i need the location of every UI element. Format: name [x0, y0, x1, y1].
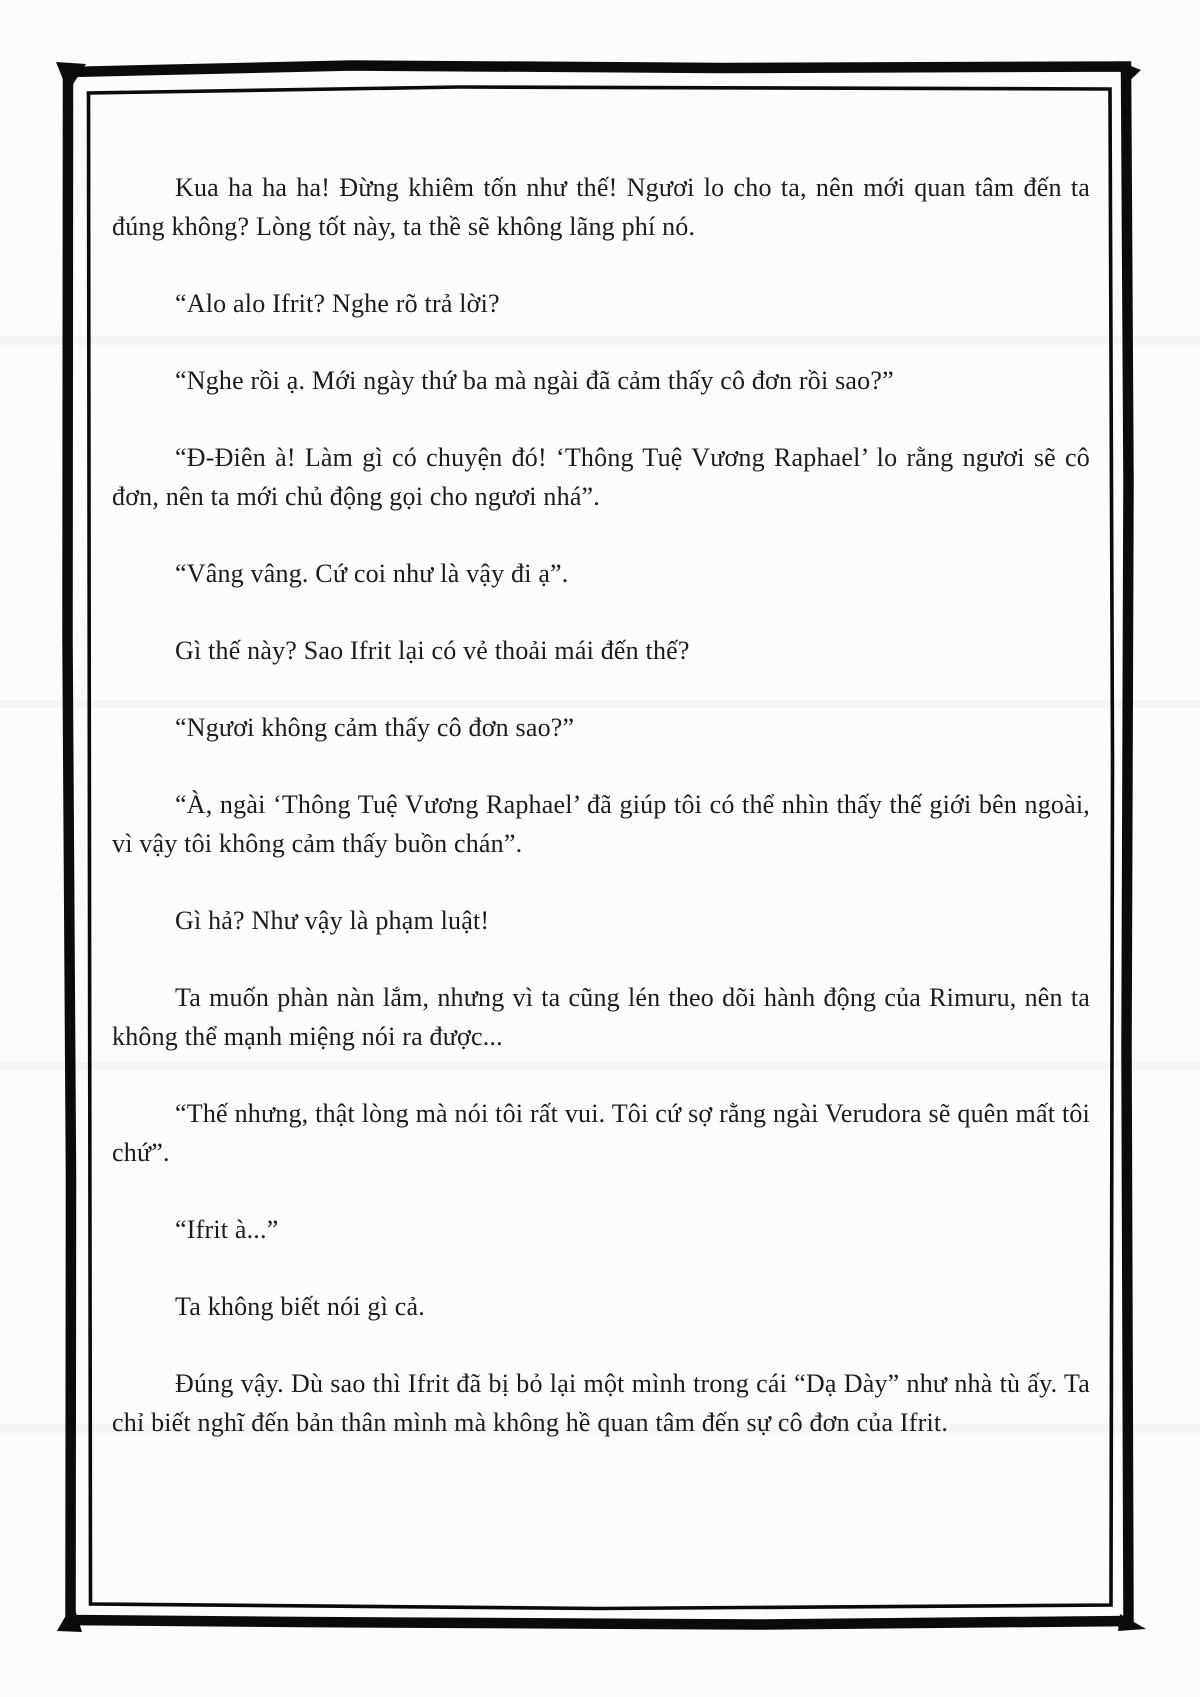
paragraph: Gì hả? Như vậy là phạm luật!: [175, 906, 490, 935]
paragraph: “Vâng vâng. Cứ coi như là vậy đi ạ”.: [175, 559, 569, 588]
paragraph: “Ngươi không cảm thấy cô đơn sao?”: [175, 713, 575, 742]
paragraph: “Alo alo Ifrit? Nghe rõ trả lời?: [175, 289, 500, 318]
page-text-content: [112, 168, 1090, 1442]
paragraph: “Thế nhưng, thật lòng mà nói tôi rất vui. Tôi cứ sợ rằng ngài Verudora sẽ quên mất tôi chứ”.: [112, 1099, 1090, 1167]
paragraph: “Ifrit à...”: [175, 1215, 279, 1244]
paragraph: “À, ngài ‘Thông Tuệ Vương Raphael’ đã giúp tôi có thể nhìn thấy thế giới bên ngoài, vì vậy tôi không cảm thấy buồn chán”.: [112, 790, 1090, 858]
paragraph: “Đ-Điên à! Làm gì có chuyện đó! ‘Thông Tuệ Vương Raphael’ lo rằng ngươi sẽ cô đơn, nên ta mới chủ động gọi cho ngươi nhá”.: [112, 443, 1090, 511]
paragraph: Ta muốn phàn nàn lắm, nhưng vì ta cũng lén theo dõi hành động của Rimuru, nên ta không thể mạnh miệng nói ra được...: [112, 983, 1090, 1051]
paragraph: Ta không biết nói gì cả.: [175, 1292, 425, 1321]
paragraph: “Nghe rồi ạ. Mới ngày thứ ba mà ngài đã cảm thấy cô đơn rồi sao?”: [175, 366, 894, 395]
paragraph: Gì thế này? Sao Ifrit lại có vẻ thoải mái đến thế?: [175, 636, 690, 665]
paragraph: Kua ha ha ha! Đừng khiêm tốn như thế! Ngươi lo cho ta, nên mới quan tâm đến ta đúng không? Lòng tốt này, ta thề sẽ không lãng phí nó.: [112, 173, 1090, 241]
paragraph: Đúng vậy. Dù sao thì Ifrit đã bị bỏ lại một mình trong cái “Dạ Dày” như nhà tù ấy. Ta chỉ biết nghĩ đến bản thân mình mà không hề quan tâm đến sự cô đơn của Ifrit.: [112, 1369, 1090, 1437]
